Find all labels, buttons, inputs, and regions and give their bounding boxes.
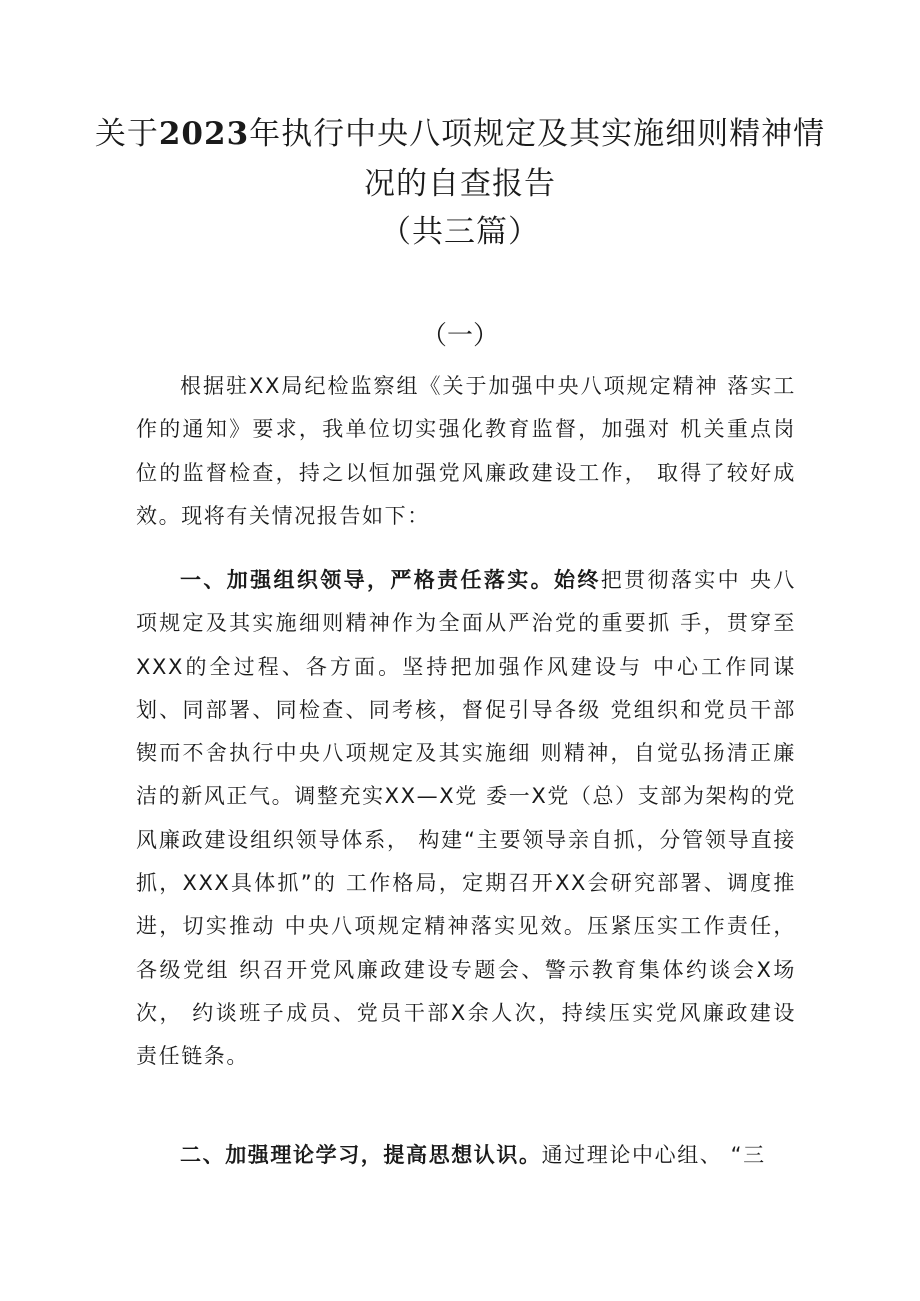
section-1-heading: 一、加强组织领导，严格责任落实。始终 bbox=[180, 568, 601, 592]
section-2-heading: 二、加强理论学习，提高思想认识。 bbox=[180, 1143, 542, 1167]
paragraph-section-2 bbox=[136, 1134, 796, 1177]
document-title-line-2: 况的自查报告 bbox=[364, 166, 556, 202]
section-1-body: 把贯彻落实中 央八项规定及其实施细则精神作为全面从严治党的重要抓 手，贯穿至XXX的全过程、各方面。坚持把加强作风建设与 中心工作同谋划、同部署、同检查、同考核，督促引导各级 党组织和党员干部锲而不舍执行中央八项规定及其实施细 则精神，自觉弘扬清正廉洁的新风正气。调整充实XX—X党 委一X党（总）支部为架构的党风廉政建设组织领导体系， 构建“主要领导亲自抓，分管领导直接抓，XXX具体抓”的 工作格局，定期召开XX会研究部署、调度推进，切实推动 中央八项规定精神落实见效。压紧压实工作责任，各级党组 织召开党风廉政建设专题会、警示教育集体约谈会X场次， 约谈班子成员、党员干部X余人次，持续压实党风廉政建设 责任链条。 bbox=[136, 568, 796, 1069]
title-suffix: 年执行中央八项规定及其实施细则精神情 bbox=[249, 116, 826, 152]
document-subtitle-count: （共三篇） bbox=[380, 214, 540, 250]
section-2-body: 通过理论中心组、 “三 bbox=[541, 1143, 766, 1167]
section-marker: （一） bbox=[420, 321, 499, 351]
paragraph-section-1 bbox=[136, 559, 796, 1079]
title-year: 2023 bbox=[158, 116, 250, 152]
paragraph-intro: 根据驻XX局纪检监察组《关于加强中央八项规定精神 落实工作的通知》要求，我单位切实强化教育监督，加强对 机关重点岗位的监督检查，持之以恒加强党风廉政建设工作， 取得了较好成效。现将有关情况报告如下： bbox=[136, 374, 796, 528]
title-prefix: 关于 bbox=[94, 116, 159, 152]
document-title-line-1 bbox=[80, 112, 840, 156]
